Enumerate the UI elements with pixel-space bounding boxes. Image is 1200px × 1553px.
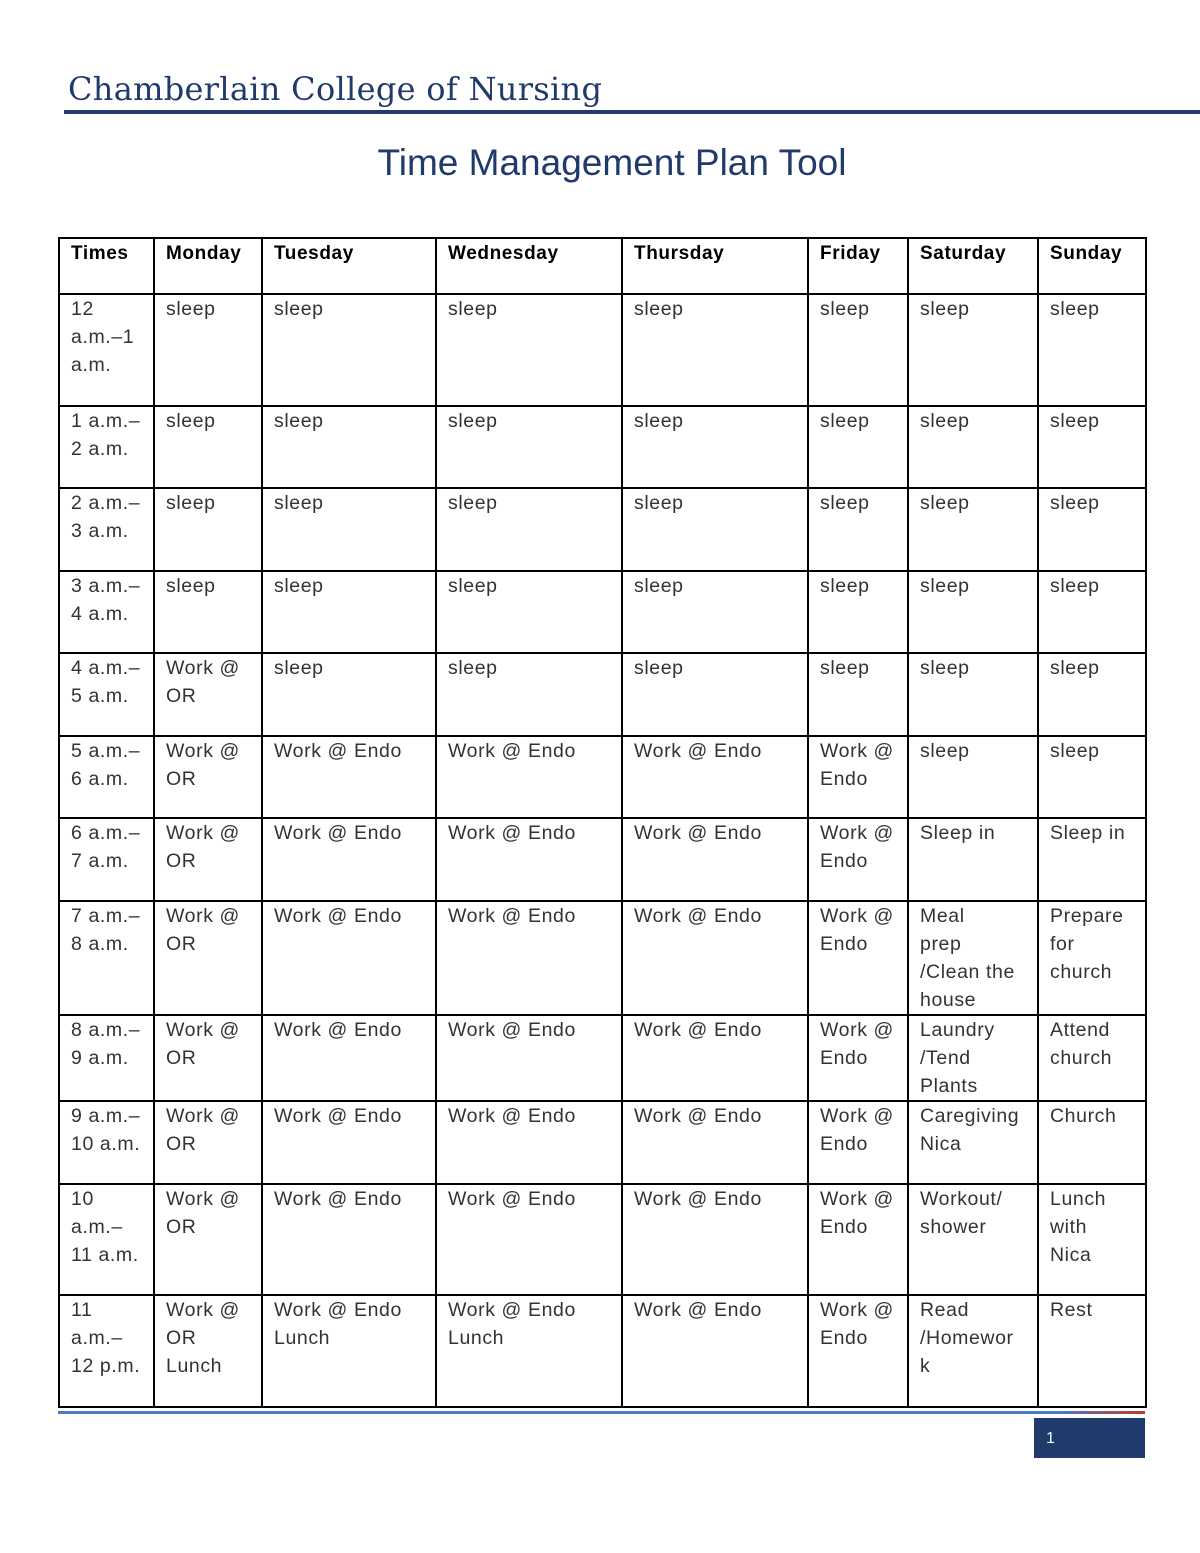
activity-cell-monday <box>154 1295 262 1407</box>
activity-text: Work @ Endo <box>634 740 762 762</box>
time-slot-cell <box>59 818 154 901</box>
activity-cell-thursday <box>622 736 808 818</box>
activity-cell-monday <box>154 901 262 1015</box>
activity-text: Sleep in <box>1050 822 1126 844</box>
activity-text: Work @ Endo <box>274 1188 402 1210</box>
activity-cell-thursday <box>622 1295 808 1407</box>
activity-text: Work @ OR Lunch <box>166 1299 240 1377</box>
column-header-sunday: Sunday <box>1038 238 1146 294</box>
activity-text: Caregiving Nica <box>920 1105 1020 1155</box>
time-slot-label: 12 a.m.–1 a.m. <box>71 298 135 376</box>
activity-cell-friday <box>808 818 908 901</box>
activity-cell-thursday <box>622 406 808 488</box>
activity-text: Meal prep /Clean the house <box>920 905 1015 1011</box>
activity-cell-friday <box>808 653 908 736</box>
header-row <box>59 238 1146 294</box>
activity-text: Church <box>1050 1105 1117 1127</box>
activity-cell-sunday <box>1038 1184 1146 1295</box>
activity-cell-thursday <box>622 901 808 1015</box>
activity-text: Work @ Endo <box>274 905 402 927</box>
activity-cell-friday <box>808 1015 908 1101</box>
activity-text: sleep <box>634 575 684 597</box>
activity-text: sleep <box>274 657 324 679</box>
activity-text: Work @ Endo <box>448 1105 576 1127</box>
time-slot-cell <box>59 406 154 488</box>
activity-text: sleep <box>448 657 498 679</box>
activity-cell-sunday <box>1038 294 1146 406</box>
time-slot-cell <box>59 571 154 653</box>
activity-cell-saturday <box>908 406 1038 488</box>
activity-text: sleep <box>274 410 324 432</box>
column-header-thursday: Thursday <box>622 238 808 294</box>
activity-cell-tuesday <box>262 488 436 571</box>
activity-cell-tuesday <box>262 571 436 653</box>
table-row <box>59 653 1146 736</box>
activity-cell-sunday <box>1038 653 1146 736</box>
activity-cell-wednesday <box>436 294 622 406</box>
activity-cell-tuesday <box>262 653 436 736</box>
activity-text: Laundry /Tend Plants <box>920 1019 995 1097</box>
activity-text: sleep <box>820 575 870 597</box>
activity-text: Work @ Endo <box>820 1188 894 1238</box>
column-header-friday: Friday <box>808 238 908 294</box>
activity-cell-monday <box>154 736 262 818</box>
column-header-times: Times <box>59 238 154 294</box>
activity-cell-thursday <box>622 653 808 736</box>
activity-cell-monday <box>154 653 262 736</box>
activity-text: sleep <box>448 492 498 514</box>
activity-cell-friday <box>808 294 908 406</box>
header-divider <box>64 110 1200 114</box>
activity-text: Work @ Endo <box>634 1105 762 1127</box>
activity-text: Work @ Endo <box>274 1019 402 1041</box>
activity-cell-saturday <box>908 653 1038 736</box>
time-slot-cell <box>59 488 154 571</box>
activity-text: Work @ Endo <box>820 905 894 955</box>
activity-text: Work @ Endo <box>820 740 894 790</box>
activity-cell-friday <box>808 901 908 1015</box>
activity-text: sleep <box>820 410 870 432</box>
activity-text: Work @ Endo Lunch <box>274 1299 402 1349</box>
activity-text: Work @ Endo <box>274 822 402 844</box>
institution-name: Chamberlain College of Nursing <box>68 70 603 108</box>
activity-text: Work @ Endo <box>634 905 762 927</box>
activity-cell-saturday <box>908 294 1038 406</box>
activity-cell-wednesday <box>436 1295 622 1407</box>
activity-cell-wednesday <box>436 736 622 818</box>
table-row <box>59 736 1146 818</box>
table-row <box>59 488 1146 571</box>
activity-text: Work @ Endo <box>448 905 576 927</box>
activity-cell-sunday <box>1038 736 1146 818</box>
activity-cell-saturday <box>908 488 1038 571</box>
activity-cell-monday <box>154 1101 262 1184</box>
activity-text: Work @ OR <box>166 822 240 872</box>
activity-cell-tuesday <box>262 1184 436 1295</box>
activity-cell-tuesday <box>262 901 436 1015</box>
activity-cell-sunday <box>1038 901 1146 1015</box>
activity-text: Work @ Endo <box>634 1188 762 1210</box>
activity-cell-wednesday <box>436 901 622 1015</box>
activity-cell-friday <box>808 571 908 653</box>
activity-text: sleep <box>1050 492 1100 514</box>
activity-text: Work @ Endo <box>820 1105 894 1155</box>
column-header-wednesday: Wednesday <box>436 238 622 294</box>
activity-text: Work @ OR <box>166 740 240 790</box>
activity-text: sleep <box>1050 410 1100 432</box>
activity-cell-saturday <box>908 901 1038 1015</box>
activity-cell-saturday <box>908 736 1038 818</box>
activity-cell-sunday <box>1038 406 1146 488</box>
activity-text: sleep <box>634 410 684 432</box>
time-slot-cell <box>59 1295 154 1407</box>
activity-cell-thursday <box>622 1015 808 1101</box>
activity-cell-tuesday <box>262 1101 436 1184</box>
activity-cell-sunday <box>1038 1101 1146 1184</box>
activity-cell-saturday <box>908 571 1038 653</box>
activity-text: Work @ Endo <box>820 822 894 872</box>
activity-cell-friday <box>808 488 908 571</box>
activity-cell-friday <box>808 1295 908 1407</box>
time-slot-label: 7 a.m.– 8 a.m. <box>71 905 141 955</box>
time-slot-cell <box>59 1015 154 1101</box>
activity-cell-monday <box>154 406 262 488</box>
time-slot-label: 10 a.m.– 11 a.m. <box>71 1188 139 1266</box>
activity-text: sleep <box>448 410 498 432</box>
table-row <box>59 406 1146 488</box>
table-row <box>59 1015 1146 1101</box>
activity-cell-tuesday <box>262 1295 436 1407</box>
table-row <box>59 294 1146 406</box>
activity-cell-wednesday <box>436 653 622 736</box>
schedule-table <box>58 237 1147 1408</box>
activity-text: Work @ OR <box>166 1105 240 1155</box>
activity-cell-monday <box>154 1015 262 1101</box>
activity-cell-tuesday <box>262 406 436 488</box>
time-slot-cell <box>59 901 154 1015</box>
activity-cell-sunday <box>1038 1295 1146 1407</box>
activity-cell-saturday <box>908 1015 1038 1101</box>
activity-text: Work @ Endo <box>820 1299 894 1349</box>
activity-text: Work @ OR <box>166 905 240 955</box>
activity-text: Work @ OR <box>166 1019 240 1069</box>
activity-text: sleep <box>274 298 324 320</box>
time-slot-label: 11 a.m.– 12 p.m. <box>71 1299 141 1377</box>
time-slot-label: 5 a.m.– 6 a.m. <box>71 740 141 790</box>
column-header-monday: Monday <box>154 238 262 294</box>
activity-text: Work @ Endo <box>634 822 762 844</box>
activity-cell-friday <box>808 736 908 818</box>
time-slot-cell <box>59 1101 154 1184</box>
activity-cell-monday <box>154 571 262 653</box>
activity-cell-monday <box>154 294 262 406</box>
activity-text: sleep <box>166 410 216 432</box>
activity-text: Work @ Endo <box>448 1188 576 1210</box>
activity-text: Sleep in <box>920 822 996 844</box>
activity-cell-friday <box>808 406 908 488</box>
activity-cell-thursday <box>622 1101 808 1184</box>
activity-cell-monday <box>154 488 262 571</box>
activity-cell-sunday <box>1038 818 1146 901</box>
activity-text: Lunch with Nica <box>1050 1188 1107 1266</box>
activity-cell-wednesday <box>436 818 622 901</box>
time-slot-label: 2 a.m.– 3 a.m. <box>71 492 141 542</box>
activity-cell-thursday <box>622 488 808 571</box>
activity-text: sleep <box>920 492 970 514</box>
activity-cell-wednesday <box>436 406 622 488</box>
activity-cell-sunday <box>1038 488 1146 571</box>
table-row <box>59 1184 1146 1295</box>
column-header-saturday: Saturday <box>908 238 1038 294</box>
time-slot-cell <box>59 294 154 406</box>
activity-text: Work @ Endo <box>448 1019 576 1041</box>
activity-text: sleep <box>166 298 216 320</box>
activity-cell-thursday <box>622 1184 808 1295</box>
activity-cell-saturday <box>908 1101 1038 1184</box>
activity-text: sleep <box>1050 740 1100 762</box>
activity-cell-thursday <box>622 571 808 653</box>
activity-text: Read /Homewor k <box>920 1299 1014 1377</box>
activity-text: sleep <box>274 575 324 597</box>
activity-text: sleep <box>920 410 970 432</box>
activity-text: Work @ Endo <box>448 822 576 844</box>
activity-text: Work @ Endo Lunch <box>448 1299 576 1349</box>
activity-cell-wednesday <box>436 488 622 571</box>
activity-cell-wednesday <box>436 1101 622 1184</box>
time-slot-label: 6 a.m.– 7 a.m. <box>71 822 141 872</box>
activity-text: sleep <box>1050 657 1100 679</box>
table-row <box>59 818 1146 901</box>
time-slot-cell <box>59 653 154 736</box>
activity-text: sleep <box>634 492 684 514</box>
activity-text: Work @ Endo <box>634 1299 762 1321</box>
time-slot-label: 4 a.m.– 5 a.m. <box>71 657 141 707</box>
table-row <box>59 1101 1146 1184</box>
activity-cell-saturday <box>908 1184 1038 1295</box>
activity-cell-thursday <box>622 818 808 901</box>
activity-text: Work @ Endo <box>274 740 402 762</box>
activity-text: sleep <box>920 575 970 597</box>
activity-text: Work @ Endo <box>448 740 576 762</box>
activity-cell-monday <box>154 1184 262 1295</box>
activity-cell-wednesday <box>436 1015 622 1101</box>
activity-text: sleep <box>1050 575 1100 597</box>
activity-text: Attend church <box>1050 1019 1113 1069</box>
page-number: 1 <box>1034 1418 1145 1458</box>
activity-text: sleep <box>448 575 498 597</box>
activity-text: Work @ Endo <box>634 1019 762 1041</box>
activity-text: Workout/ shower <box>920 1188 1003 1238</box>
table-row <box>59 901 1146 1015</box>
time-slot-cell <box>59 736 154 818</box>
activity-text: Prepare for church <box>1050 905 1124 983</box>
activity-cell-friday <box>808 1101 908 1184</box>
activity-text: Rest <box>1050 1299 1093 1321</box>
activity-text: sleep <box>634 298 684 320</box>
activity-text: Work @ Endo <box>274 1105 402 1127</box>
activity-cell-tuesday <box>262 294 436 406</box>
activity-cell-wednesday <box>436 571 622 653</box>
activity-cell-friday <box>808 1184 908 1295</box>
time-slot-label: 9 a.m.– 10 a.m. <box>71 1105 141 1155</box>
activity-text: sleep <box>634 657 684 679</box>
activity-cell-sunday <box>1038 571 1146 653</box>
activity-cell-sunday <box>1038 1015 1146 1101</box>
table-row <box>59 1295 1146 1407</box>
document-title: Time Management Plan Tool <box>377 142 847 183</box>
activity-text: sleep <box>166 492 216 514</box>
column-header-tuesday: Tuesday <box>262 238 436 294</box>
time-slot-label: 8 a.m.– 9 a.m. <box>71 1019 141 1069</box>
activity-cell-saturday <box>908 818 1038 901</box>
activity-text: sleep <box>820 492 870 514</box>
activity-text: sleep <box>820 298 870 320</box>
activity-text: sleep <box>820 657 870 679</box>
activity-text: sleep <box>1050 298 1100 320</box>
activity-text: sleep <box>920 298 970 320</box>
activity-text: sleep <box>920 657 970 679</box>
time-slot-cell <box>59 1184 154 1295</box>
activity-cell-tuesday <box>262 736 436 818</box>
activity-cell-tuesday <box>262 818 436 901</box>
time-slot-label: 3 a.m.– 4 a.m. <box>71 575 141 625</box>
footer-divider <box>58 1411 1145 1414</box>
activity-cell-monday <box>154 818 262 901</box>
activity-text: sleep <box>274 492 324 514</box>
activity-cell-tuesday <box>262 1015 436 1101</box>
activity-cell-saturday <box>908 1295 1038 1407</box>
activity-text: sleep <box>448 298 498 320</box>
activity-text: sleep <box>920 740 970 762</box>
activity-cell-thursday <box>622 294 808 406</box>
activity-text: Work @ OR <box>166 1188 240 1238</box>
schedule-body <box>59 294 1146 1407</box>
time-slot-label: 1 a.m.– 2 a.m. <box>71 410 141 460</box>
table-row <box>59 571 1146 653</box>
activity-text: Work @ Endo <box>820 1019 894 1069</box>
activity-cell-wednesday <box>436 1184 622 1295</box>
activity-text: Work @ OR <box>166 657 240 707</box>
activity-text: sleep <box>166 575 216 597</box>
